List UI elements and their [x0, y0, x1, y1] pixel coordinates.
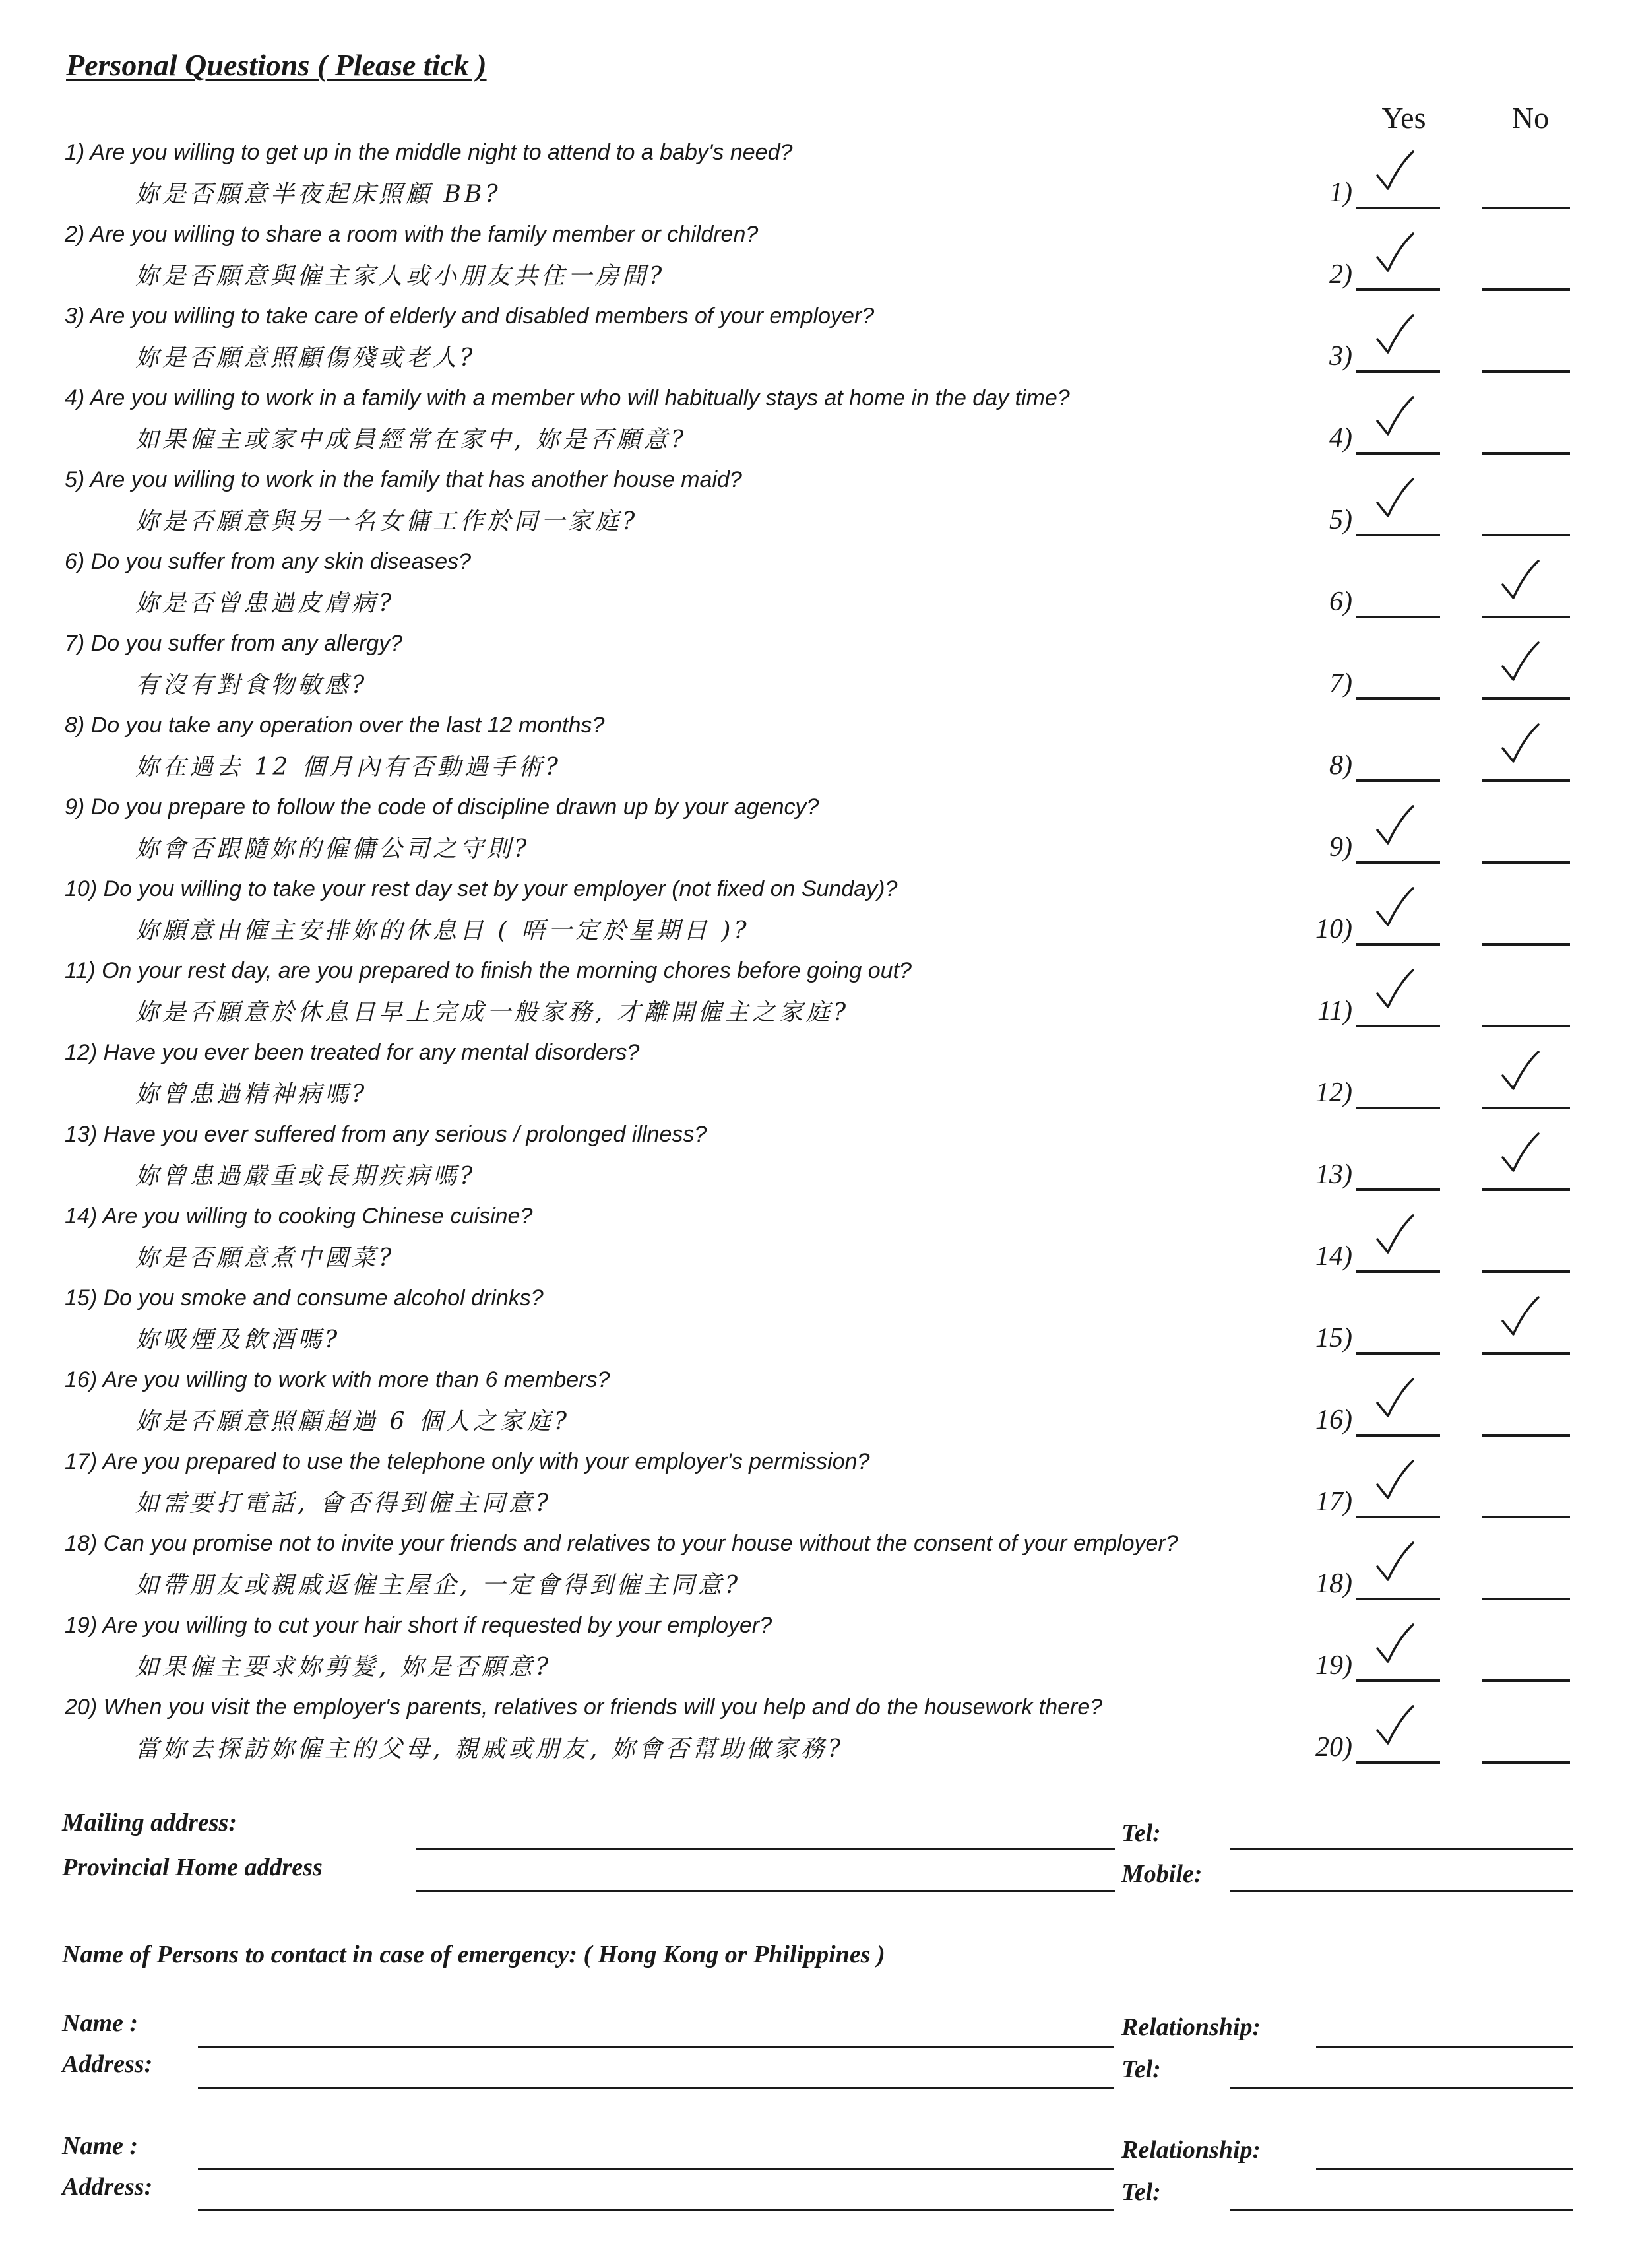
checkmark-icon: [1372, 1458, 1418, 1505]
question-row: [0, 1204, 1636, 1285]
question-english: 11) On your rest day, are you prepared to finish the morning chores before going out?: [65, 958, 912, 983]
no-answer-line[interactable]: [1482, 1761, 1570, 1764]
question-row: [0, 1613, 1636, 1695]
answer-number: 1): [1329, 178, 1352, 208]
no-answer-line[interactable]: [1482, 861, 1570, 864]
question-row: [0, 1531, 1636, 1613]
no-answer-line[interactable]: [1482, 1270, 1570, 1273]
no-answer-line[interactable]: [1482, 1679, 1570, 1682]
emergency-relationship-field[interactable]: [1316, 2046, 1573, 2048]
no-column-header: No: [1511, 101, 1550, 135]
question-english: 16) Are you willing to work with more than 6 members?: [65, 1367, 610, 1392]
yes-answer-line[interactable]: [1356, 779, 1440, 782]
checkmark-icon: [1497, 1049, 1544, 1095]
question-chinese: 妳是否曾患過皮膚病?: [135, 590, 395, 617]
answer-number: 17): [1315, 1487, 1352, 1517]
question-english: 14) Are you willing to cooking Chinese cuisine?: [65, 1204, 533, 1229]
no-answer-line[interactable]: [1482, 1598, 1570, 1600]
answer-number: 7): [1329, 668, 1352, 699]
question-english: 2) Are you willing to share a room with the family member or children?: [65, 222, 759, 247]
question-english: 12) Have you ever been treated for any mental disorders?: [65, 1040, 640, 1065]
checkmark-icon: [1372, 967, 1418, 1014]
question-row: [0, 1040, 1636, 1122]
yes-answer-line[interactable]: [1356, 861, 1440, 864]
answer-number: 11): [1317, 996, 1352, 1026]
checkmark-icon: [1497, 558, 1544, 604]
mailing-address-label: Mailing address:: [62, 1809, 237, 1836]
emergency-name-field[interactable]: [198, 2046, 1114, 2048]
answer-number: 20): [1315, 1732, 1352, 1763]
question-row: [0, 549, 1636, 631]
question-chinese: 妳是否願意半夜起床照顧 BB?: [135, 181, 501, 208]
answer-number: 6): [1329, 587, 1352, 617]
question-chinese: 妳是否願意與另一名女傭工作於同一家庭?: [135, 508, 639, 535]
yes-answer-line[interactable]: [1356, 288, 1440, 291]
question-english: 7) Do you suffer from any allergy?: [65, 631, 403, 656]
question-english: 15) Do you smoke and consume alcohol drinks?: [65, 1285, 544, 1311]
name-label: Name :: [62, 2132, 139, 2160]
emergency-heading: Name of Persons to contact in case of emergency: ( Hong Kong or Philippines ): [62, 1941, 885, 1968]
question-english: 17) Are you prepared to use the telephone only with your employer's permission?: [65, 1449, 870, 1474]
relationship-label: Relationship:: [1121, 2013, 1261, 2041]
question-english: 9) Do you prepare to follow the code of discipline drawn up by your agency?: [65, 794, 819, 820]
question-chinese: 妳願意由僱主安排妳的休息日 ( 唔一定於星期日 )?: [135, 917, 750, 944]
checkmark-icon: [1372, 1622, 1418, 1668]
yes-answer-line[interactable]: [1356, 534, 1440, 536]
question-english: 18) Can you promise not to invite your friends and relatives to your house without the consent of your employer?: [65, 1531, 1178, 1556]
question-chinese: 妳吸煙及飲酒嗎?: [135, 1326, 341, 1353]
question-english: 6) Do you suffer from any skin diseases?: [65, 549, 472, 574]
answer-number: 8): [1329, 750, 1352, 781]
answer-number: 16): [1315, 1405, 1352, 1435]
question-row: [0, 467, 1636, 549]
emergency-name-field[interactable]: [198, 2168, 1114, 2170]
yes-answer-line[interactable]: [1356, 370, 1440, 373]
no-answer-line[interactable]: [1482, 1516, 1570, 1518]
question-chinese: 如果僱主或家中成員經常在家中, 妳是否願意?: [135, 426, 687, 453]
question-english: 3) Are you willing to take care of elderly and disabled members of your employer?: [65, 304, 875, 329]
yes-answer-line[interactable]: [1356, 1598, 1440, 1600]
question-chinese: 妳在過去 12 個月內有否動過手術?: [135, 754, 561, 781]
yes-column-header: Yes: [1381, 101, 1426, 135]
no-answer-line[interactable]: [1482, 1188, 1570, 1191]
yes-answer-line[interactable]: [1356, 1434, 1440, 1437]
checkmark-icon: [1497, 722, 1544, 768]
question-english: 4) Are you willing to work in a family with a member who will habitually stays at home in the day time?: [65, 385, 1070, 410]
emergency-address-field[interactable]: [198, 2209, 1114, 2211]
checkmark-icon: [1372, 1704, 1418, 1750]
checkmark-icon: [1497, 640, 1544, 686]
yes-answer-line[interactable]: [1356, 207, 1440, 209]
emergency-address-field[interactable]: [198, 2087, 1114, 2089]
no-answer-line[interactable]: [1482, 370, 1570, 373]
question-chinese: 當妳去探訪妳僱主的父母, 親戚或朋友, 妳會否幫助做家務?: [135, 1735, 844, 1763]
mobile-label: Mobile:: [1121, 1860, 1203, 1888]
no-answer-line[interactable]: [1482, 697, 1570, 700]
question-chinese: 如果僱主要求妳剪髮, 妳是否願意?: [135, 1654, 552, 1681]
no-answer-line[interactable]: [1482, 1025, 1570, 1027]
question-row: [0, 385, 1636, 467]
question-english: 1) Are you willing to get up in the middle night to attend to a baby's need?: [65, 140, 793, 165]
yes-answer-line[interactable]: [1356, 452, 1440, 455]
yes-answer-line[interactable]: [1356, 1761, 1440, 1764]
provincial-address-label: Provincial Home address: [62, 1854, 323, 1881]
relationship-label: Relationship:: [1121, 2136, 1261, 2164]
answer-number: 19): [1315, 1650, 1352, 1681]
checkmark-icon: [1372, 476, 1418, 523]
yes-answer-line[interactable]: [1356, 943, 1440, 946]
yes-answer-line[interactable]: [1356, 1025, 1440, 1027]
yes-answer-line[interactable]: [1356, 1107, 1440, 1109]
question-row: [0, 1449, 1636, 1531]
question-english: 19) Are you willing to cut your hair short if requested by your employer?: [65, 1613, 772, 1638]
question-chinese: 妳曾患過精神病嗎?: [135, 1081, 368, 1108]
question-english: 10) Do you willing to take your rest day set by your employer (not fixed on Sunday)?: [65, 876, 898, 901]
no-answer-line[interactable]: [1482, 207, 1570, 209]
question-row: [0, 1367, 1636, 1449]
yes-answer-line[interactable]: [1356, 1188, 1440, 1191]
provincial-address-field[interactable]: [416, 1890, 1115, 1892]
answer-number: 18): [1315, 1569, 1352, 1599]
no-answer-line[interactable]: [1482, 288, 1570, 291]
address-label: Address:: [62, 2050, 153, 2078]
tel-label: Tel:: [1121, 2056, 1161, 2083]
question-english: 8) Do you take any operation over the last 12 months?: [65, 713, 605, 738]
question-chinese: 妳是否願意煮中國菜?: [135, 1245, 395, 1272]
question-english: 5) Are you willing to work in the family that has another house maid?: [65, 467, 742, 492]
emergency-tel-field[interactable]: [1230, 2087, 1573, 2089]
question-row: [0, 1285, 1636, 1367]
question-chinese: 有沒有對食物敏感?: [135, 672, 368, 699]
question-row: [0, 1695, 1636, 1776]
answer-number: 15): [1315, 1323, 1352, 1353]
checkmark-icon: [1372, 231, 1418, 277]
answer-number: 9): [1329, 832, 1352, 862]
question-row: [0, 1122, 1636, 1204]
answer-number: 3): [1329, 341, 1352, 372]
no-answer-line[interactable]: [1482, 1434, 1570, 1437]
answer-number: 4): [1329, 423, 1352, 453]
checkmark-icon: [1372, 1540, 1418, 1586]
question-chinese: 妳是否願意與僱主家人或小朋友共住一房間?: [135, 263, 666, 290]
no-answer-line[interactable]: [1482, 1352, 1570, 1355]
checkmark-icon: [1372, 1213, 1418, 1259]
answer-number: 12): [1315, 1078, 1352, 1108]
question-chinese: 妳是否願意照顧傷殘或老人?: [135, 344, 476, 372]
yes-answer-line[interactable]: [1356, 1270, 1440, 1273]
no-answer-line[interactable]: [1482, 1107, 1570, 1109]
emergency-relationship-field[interactable]: [1316, 2168, 1573, 2170]
checkmark-icon: [1372, 804, 1418, 850]
checkmark-icon: [1372, 1377, 1418, 1423]
question-row: [0, 713, 1636, 794]
question-row: [0, 794, 1636, 876]
page-title: Personal Questions ( Please tick ): [66, 48, 487, 82]
question-row: [0, 140, 1636, 222]
no-answer-line[interactable]: [1482, 452, 1570, 455]
checkmark-icon: [1497, 1131, 1544, 1177]
name-label: Name :: [62, 2009, 139, 2037]
question-row: [0, 304, 1636, 385]
no-answer-line[interactable]: [1482, 779, 1570, 782]
mailing-address-field[interactable]: [416, 1848, 1115, 1850]
yes-answer-line[interactable]: [1356, 1679, 1440, 1682]
question-chinese: 妳是否願意於休息日早上完成一般家務, 才離開僱主之家庭?: [135, 999, 850, 1026]
yes-answer-line[interactable]: [1356, 697, 1440, 700]
question-chinese: 妳曾患過嚴重或長期疾病嗎?: [135, 1163, 476, 1190]
question-chinese: 妳會否跟隨妳的僱傭公司之守則?: [135, 835, 530, 862]
checkmark-icon: [1372, 395, 1418, 441]
checkmark-icon: [1372, 886, 1418, 932]
tel-label: Tel:: [1121, 2178, 1161, 2206]
question-row: [0, 958, 1636, 1040]
checkmark-icon: [1372, 149, 1418, 195]
mobile-field[interactable]: [1230, 1890, 1573, 1892]
checkmark-icon: [1372, 313, 1418, 359]
answer-number: 10): [1315, 914, 1352, 944]
tel-field[interactable]: [1230, 1848, 1573, 1850]
answer-number: 14): [1315, 1241, 1352, 1272]
question-row: [0, 876, 1636, 958]
answer-number: 13): [1315, 1159, 1352, 1190]
question-row: [0, 631, 1636, 713]
address-label: Address:: [62, 2173, 153, 2201]
answer-number: 5): [1329, 505, 1352, 535]
yes-answer-line[interactable]: [1356, 1352, 1440, 1355]
question-chinese: 如帶朋友或親戚返僱主屋企, 一定會得到僱主同意?: [135, 1572, 741, 1599]
checkmark-icon: [1497, 1295, 1544, 1341]
yes-answer-line[interactable]: [1356, 1516, 1440, 1518]
emergency-tel-field[interactable]: [1230, 2209, 1573, 2211]
no-answer-line[interactable]: [1482, 534, 1570, 536]
yes-answer-line[interactable]: [1356, 616, 1440, 618]
question-english: 20) When you visit the employer's parents, relatives or friends will you help and do the housework there?: [65, 1695, 1103, 1720]
question-row: [0, 222, 1636, 304]
question-english: 13) Have you ever suffered from any serious / prolonged illness?: [65, 1122, 707, 1147]
answer-number: 2): [1329, 259, 1352, 290]
no-answer-line[interactable]: [1482, 616, 1570, 618]
question-chinese: 妳是否願意照顧超過 6 個人之家庭?: [135, 1408, 571, 1435]
no-answer-line[interactable]: [1482, 943, 1570, 946]
question-chinese: 如需要打電話, 會否得到僱主同意?: [135, 1490, 552, 1517]
tel-label: Tel:: [1121, 1819, 1161, 1847]
